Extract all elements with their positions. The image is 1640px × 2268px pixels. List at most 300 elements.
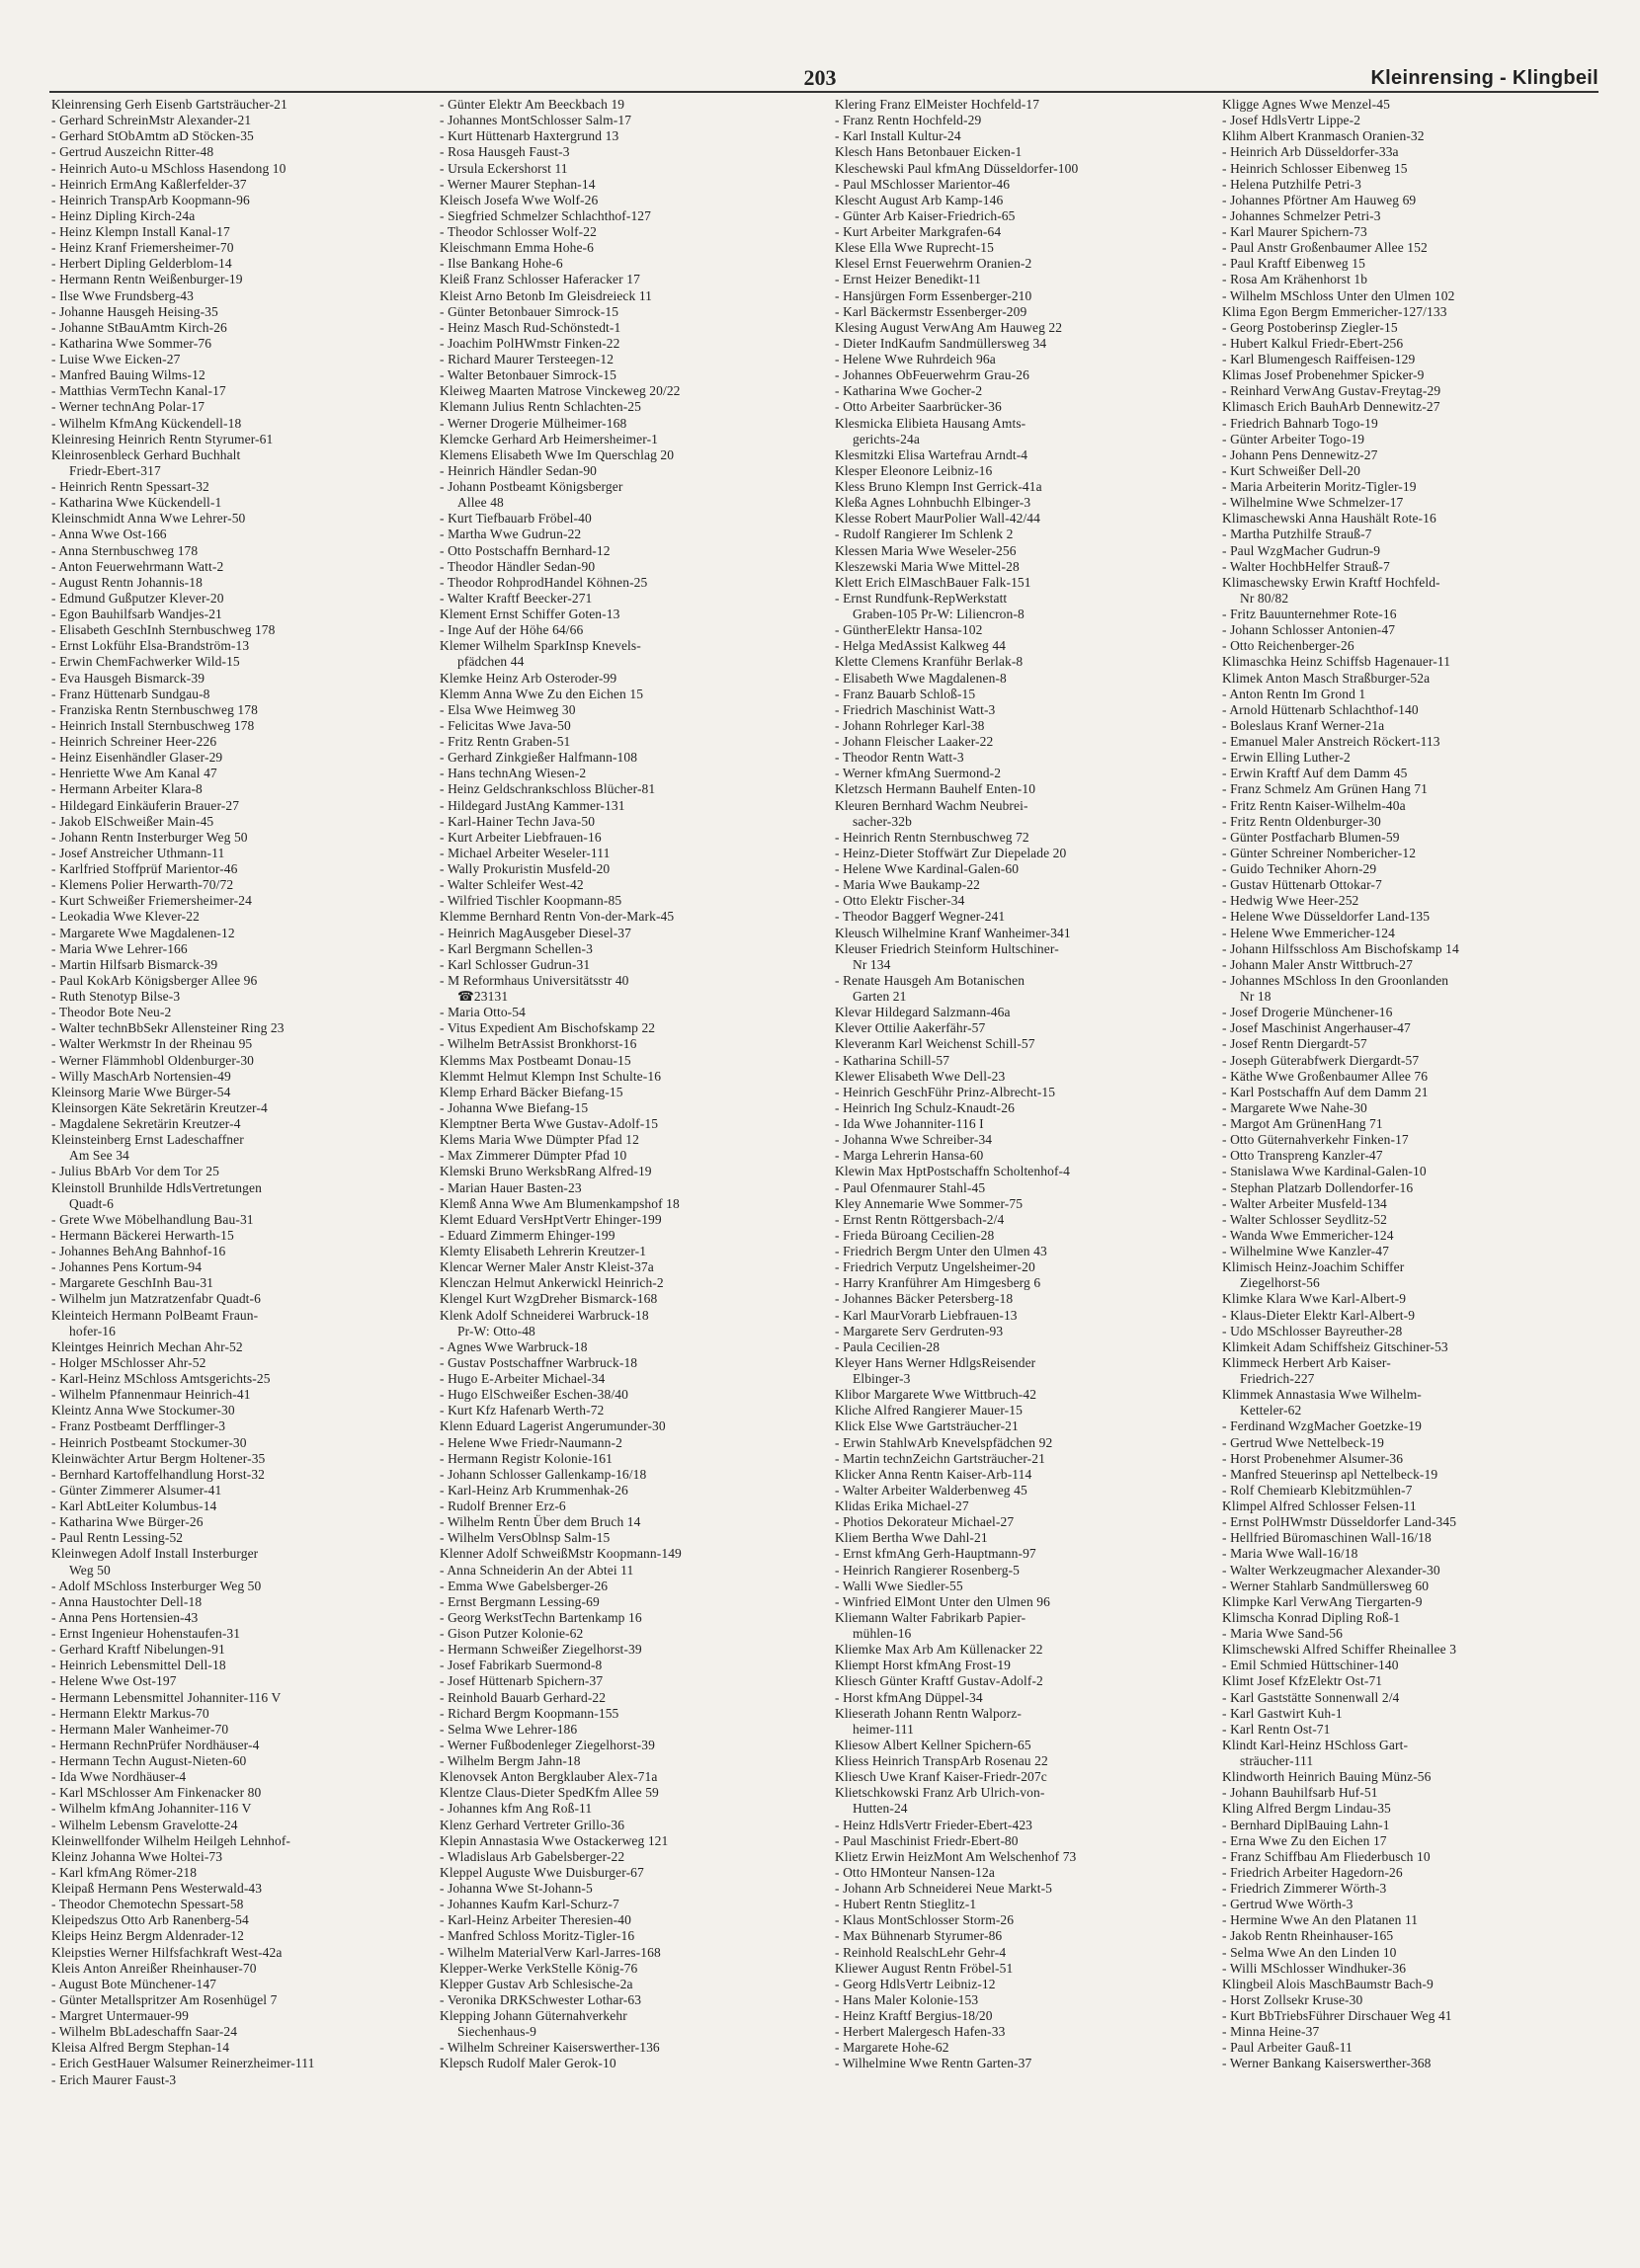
directory-entry: - Hubert Rentn Stieglitz-1 xyxy=(835,1897,977,1912)
directory-entry: Kleschewski Paul kfmAng Düsseldorfer-100 xyxy=(835,160,1079,176)
directory-entry: - Erich GestHauer Walsumer Reinerzheimer-111 xyxy=(51,2056,315,2071)
directory-entry: - Günter Elektr Am Beeckbach 19 xyxy=(440,97,625,112)
directory-entry: - Reinhold Bauarb Gerhard-22 xyxy=(440,1689,607,1705)
directory-entry: - Gerhard StObAmtm aD Stöcken-35 xyxy=(51,128,254,144)
directory-entry: Friedr-Ebert-317 xyxy=(69,462,161,478)
directory-entry: - Walli Wwe Siedler-55 xyxy=(835,1578,963,1593)
directory-entry: - Kurt Arbeiter Markgrafen-64 xyxy=(835,224,1002,239)
directory-entry: - Emma Wwe Gabelsberger-26 xyxy=(440,1578,609,1593)
directory-entry: - Marga Lehrerin Hansa-60 xyxy=(835,1148,984,1164)
directory-entry: Kleinsorgen Käte Sekretärin Kreutzer-4 xyxy=(51,1099,268,1115)
directory-entry: Kleinrensing Gerh Eisenb Gartsträucher-21 xyxy=(51,97,287,112)
directory-entry: - Gerhard Zinkgießer Halfmann-108 xyxy=(440,750,638,766)
directory-entry: - Hermann Registr Kolonie-161 xyxy=(440,1450,613,1466)
directory-entry: - Franz Bauarb Schloß-15 xyxy=(835,686,976,701)
directory-entry: Kleuser Friedrich Steinform Hultschiner- xyxy=(835,940,1059,956)
directory-entry: - Karl-Hainer Techn Java-50 xyxy=(440,813,596,829)
directory-entry: - Ilse Wwe Frundsberg-43 xyxy=(51,287,194,303)
directory-entry: - Erich Maurer Faust-3 xyxy=(51,2071,177,2087)
directory-entry: - Franziska Rentn Sternbuschweg 178 xyxy=(51,701,258,717)
directory-entry: - Joseph Güterabfwerk Diergardt-57 xyxy=(1222,1052,1420,1068)
directory-entry: - Anton Feuerwehrmann Watt-2 xyxy=(51,558,224,574)
directory-entry: - Johannes ObFeuerwehrm Grau-26 xyxy=(835,367,1029,383)
directory-entry: - Erna Wwe Zu den Eichen 17 xyxy=(1222,1832,1387,1848)
directory-entry: - Hermann Bäckerei Herwarth-15 xyxy=(51,1227,234,1243)
directory-entry: - Josef Anstreicher Uthmann-11 xyxy=(51,845,225,860)
directory-entry: - Rosa Am Krähenhorst 1b xyxy=(1222,272,1368,287)
directory-entry: - Walter Schleifer West-42 xyxy=(440,877,584,893)
directory-entry: Klewin Max HptPostschaffn Scholtenhof-4 xyxy=(835,1164,1070,1179)
directory-entry: Klimkeit Adam Schiffsheiz Gitschiner-53 xyxy=(1222,1338,1448,1354)
directory-entry: - Jakob ElSchweißer Main-45 xyxy=(51,813,214,829)
directory-entry: - Rudolf Rangierer Im Schlenk 2 xyxy=(835,526,1014,542)
directory-entry: - Stanislawa Wwe Kardinal-Galen-10 xyxy=(1222,1164,1427,1179)
directory-entry: Kleppel Auguste Wwe Duisburger-67 xyxy=(440,1864,644,1880)
directory-entry: - Karl-Heinz Arb Krummenhak-26 xyxy=(440,1482,628,1498)
directory-entry: - Maria Wwe Baukamp-22 xyxy=(835,877,981,893)
directory-entry: - Franz Schiffbau Am Fliederbusch 10 xyxy=(1222,1848,1431,1864)
directory-entry: - Reinhard VerwAng Gustav-Freytag-29 xyxy=(1222,383,1441,399)
directory-entry: - Georg WerkstTechn Bartenkamp 16 xyxy=(440,1609,642,1625)
directory-entry: - Maria Otto-54 xyxy=(440,1005,526,1020)
directory-entry: Elbinger-3 xyxy=(853,1371,911,1386)
directory-entry: - Karl MSchlosser Am Finkenacker 80 xyxy=(51,1785,262,1801)
directory-entry: heimer-111 xyxy=(853,1721,914,1737)
directory-entry: Kleinresing Heinrich Rentn Styrumer-61 xyxy=(51,431,274,446)
directory-entry: Klindt Karl-Heinz HSchloss Gart- xyxy=(1222,1737,1409,1752)
directory-entry: - Otto Postschaffn Bernhard-12 xyxy=(440,542,611,558)
directory-entry: Ziegelhorst-56 xyxy=(1240,1275,1320,1291)
directory-entry: - Maria Wwe Sand-56 xyxy=(1222,1626,1343,1641)
directory-entry: - Margot Am GrünenHang 71 xyxy=(1222,1116,1383,1131)
directory-entry: Kleveranm Karl Weichenst Schill-57 xyxy=(835,1036,1035,1052)
directory-entry: - Johann Bauhilfsarb Huf-51 xyxy=(1222,1785,1378,1801)
directory-entry: - Luise Wwe Eicken-27 xyxy=(51,352,181,366)
directory-entry: Klidas Erika Michael-27 xyxy=(835,1498,969,1513)
directory-entry: Klesing August VerwAng Am Hauweg 22 xyxy=(835,319,1063,335)
directory-entry: - Fritz Rentn Kaiser-Wilhelm-40a xyxy=(1222,797,1406,813)
directory-entry: - Hansjürgen Form Essenberger-210 xyxy=(835,287,1032,303)
directory-entry: Klimasch Erich BauhArb Dennewitz-27 xyxy=(1222,399,1440,415)
directory-entry: - Johannes BehAng Bahnhof-16 xyxy=(51,1244,226,1258)
directory-entry: - Grete Wwe Möbelhandlung Bau-31 xyxy=(51,1211,254,1227)
directory-entry: - Karlfried Stoffprüf Marientor-46 xyxy=(51,861,238,876)
directory-entry: - Hubert Kalkul Friedr-Ebert-256 xyxy=(1222,335,1404,351)
directory-entry: - Helga MedAssist Kalkweg 44 xyxy=(835,638,1007,654)
directory-entry: - Wilhelm Bergm Jahn-18 xyxy=(440,1753,581,1768)
directory-entry: Klimmeck Herbert Arb Kaiser- xyxy=(1222,1354,1391,1370)
directory-entry: - Heinrich Postbeamt Stockumer-30 xyxy=(51,1434,247,1450)
directory-entry: - Reinhold RealschLehr Gehr-4 xyxy=(835,1944,1007,1960)
directory-entry: - Elisabeth GeschInh Sternbuschweg 178 xyxy=(51,622,276,638)
directory-entry: Klimisch Heinz-Joachim Schiffer xyxy=(1222,1259,1405,1275)
directory-entry: - Heinrich Schlosser Eibenweg 15 xyxy=(1222,160,1408,176)
directory-entry: - Werner Stahlarb Sandmüllersweg 60 xyxy=(1222,1578,1430,1593)
directory-entry: - Selma Wwe An den Linden 10 xyxy=(1222,1944,1397,1960)
directory-entry: Klimt Josef KfzElektr Ost-71 xyxy=(1222,1673,1383,1689)
directory-entry: - Heinrich Rentn Spessart-32 xyxy=(51,479,209,494)
directory-entry: - Hermann Rentn Weißenburger-19 xyxy=(51,272,243,287)
directory-entry: - Heinrich ErmAng Kaßlerfelder-37 xyxy=(51,176,247,192)
directory-entry: - Johann Fleischer Laaker-22 xyxy=(835,734,994,749)
directory-entry: - Paul Rentn Lessing-52 xyxy=(51,1530,184,1546)
directory-entry: - Herbert Dipling Gelderblom-14 xyxy=(51,256,232,272)
directory-entry: - Joachim PolHWmstr Finken-22 xyxy=(440,335,620,351)
directory-entry: - Maria Arbeiterin Moritz-Tigler-19 xyxy=(1222,479,1417,494)
directory-entry: Klima Egon Bergm Emmericher-127/133 xyxy=(1222,303,1447,319)
directory-entry: Kleist Arno Betonb Im Gleisdreieck 11 xyxy=(440,287,653,303)
directory-entry: - Heinz-Dieter Stoffwärt Zur Diepelade 20 xyxy=(835,845,1067,860)
directory-entry: - Ernst Rentn Röttgersbach-2/4 xyxy=(835,1211,1005,1227)
directory-entry: - Kurt Hüttenarb Haxtergrund 13 xyxy=(440,128,619,144)
directory-entry: - Klemens Polier Herwarth-70/72 xyxy=(51,877,234,893)
directory-entry: Klimaschka Heinz Schiffsb Hagenauer-11 xyxy=(1222,654,1451,670)
directory-entry: - Wilhelmine Wwe Schmelzer-17 xyxy=(1222,495,1404,511)
directory-entry: Kleisa Alfred Bergm Stephan-14 xyxy=(51,2040,230,2056)
directory-entry: - Karl-Heinz Arbeiter Theresien-40 xyxy=(440,1912,631,1928)
directory-entry: Klick Else Wwe Gartsträucher-21 xyxy=(835,1418,1019,1434)
directory-entry: Kliesch Uwe Kranf Kaiser-Friedr-207c xyxy=(835,1769,1047,1785)
directory-entry: - Günter Postfacharb Blumen-59 xyxy=(1222,829,1400,845)
directory-entry: - Emil Schmied Hüttschiner-140 xyxy=(1222,1658,1399,1673)
directory-entry: - Ernst kfmAng Gerh-Hauptmann-97 xyxy=(835,1546,1036,1562)
directory-entry: - Horst Probenehmer Alsumer-36 xyxy=(1222,1450,1404,1466)
directory-entry: Kliess Heinrich TranspArb Rosenau 22 xyxy=(835,1753,1048,1768)
directory-entry: - Johann Hilfsschloss Am Bischofskamp 14 xyxy=(1222,940,1459,956)
directory-entry: - Gerhard Kraftf Nibelungen-91 xyxy=(51,1642,225,1658)
directory-entry: - Walter Kraftf Beecker-271 xyxy=(440,590,593,606)
directory-entry: - Hermann Elektr Markus-70 xyxy=(51,1705,209,1721)
directory-entry: Kliewer August Rentn Fröbel-51 xyxy=(835,1960,1014,1976)
directory-entry: - Matthias VermTechn Kanal-17 xyxy=(51,383,226,399)
column-3 xyxy=(835,97,1215,2250)
directory-entry: Kleinwächter Artur Bergm Holtener-35 xyxy=(51,1450,266,1466)
directory-entry: Kligge Agnes Wwe Menzel-45 xyxy=(1222,97,1390,112)
directory-entry: - Karl AbtLeiter Kolumbus-14 xyxy=(51,1498,217,1513)
directory-entry: Allee 48 xyxy=(457,495,504,511)
directory-entry: - Erwin Elling Luther-2 xyxy=(1222,750,1351,766)
directory-entry: Siechenhaus-9 xyxy=(457,2024,537,2040)
directory-entry: Kleinstoll Brunhilde HdlsVertretungen xyxy=(51,1179,262,1195)
directory-entry: - Werner Flämmhobl Oldenburger-30 xyxy=(51,1052,255,1068)
directory-entry: Klenk Adolf Schneiderei Warbruck-18 xyxy=(440,1307,649,1323)
directory-entry: Klett Erich ElMaschBauer Falk-151 xyxy=(835,574,1031,590)
directory-entry: - Helene Wwe Ruhrdeich 96a xyxy=(835,352,996,366)
directory-entry: - Klaus MontSchlosser Storm-26 xyxy=(835,1912,1015,1928)
directory-entry: - Hildegard Einkäuferin Brauer-27 xyxy=(51,797,240,813)
directory-entry: Kliempt Horst kfmAng Frost-19 xyxy=(835,1658,1012,1673)
directory-entry: - Fritz Bauunternehmer Rote-16 xyxy=(1222,607,1397,621)
directory-entry: - Anna Pens Hortensien-43 xyxy=(51,1609,199,1625)
directory-entry: - Manfred Steuerinsp apl Nettelbeck-19 xyxy=(1222,1466,1438,1482)
directory-entry: - Josef Maschinist Angerhauser-47 xyxy=(1222,1020,1411,1036)
directory-entry: Kleips Heinz Bergm Aldenrader-12 xyxy=(51,1928,245,1944)
directory-entry: Klencar Werner Maler Anstr Kleist-37a xyxy=(440,1259,654,1275)
directory-entry: - Willi MSchlosser Windhuker-36 xyxy=(1222,1960,1407,1976)
directory-entry: Kleinwellfonder Wilhelm Heilgeh Lehnhof- xyxy=(51,1832,291,1848)
directory-entry: - Hermann Schweißer Ziegelhorst-39 xyxy=(440,1642,642,1658)
directory-entry: - Theodor Bote Neu-2 xyxy=(51,1005,172,1020)
directory-entry: - Walter Werkzeugmacher Alexander-30 xyxy=(1222,1562,1440,1578)
directory-entry: - Johannes Pens Kortum-94 xyxy=(51,1259,203,1275)
directory-entry: - Leokadia Wwe Klever-22 xyxy=(51,909,200,925)
directory-entry: - Udo MSchlosser Bayreuther-28 xyxy=(1222,1323,1403,1338)
directory-entry: - Erwin StahlwArb Knevelspfädchen 92 xyxy=(835,1434,1053,1450)
directory-entry: - Otto Elektr Fischer-34 xyxy=(835,893,965,909)
directory-entry: Kliemann Walter Fabrikarb Papier- xyxy=(835,1609,1026,1625)
directory-entry: Kless Bruno Klempn Inst Gerrick-41a xyxy=(835,479,1042,494)
directory-entry: - Helena Putzhilfe Petri-3 xyxy=(1222,176,1361,192)
directory-entry: Kleinsteinberg Ernst Ladeschaffner xyxy=(51,1132,244,1148)
directory-entry: - Friedrich Bergm Unter den Ulmen 43 xyxy=(835,1244,1047,1258)
directory-entry: - Heinrich Rangierer Rosenberg-5 xyxy=(835,1562,1021,1578)
directory-entry: Klimas Josef Probenehmer Spicker-9 xyxy=(1222,367,1425,383)
directory-entry: - Hermann RechnPrüfer Nordhäuser-4 xyxy=(51,1737,260,1752)
directory-entry: - Helene Wwe Emmericher-124 xyxy=(1222,925,1395,940)
directory-entry: Klemp Erhard Bäcker Biefang-15 xyxy=(440,1084,623,1099)
directory-entry: Klimaschewski Anna Haushält Rote-16 xyxy=(1222,511,1436,526)
directory-entry: Kliesow Albert Kellner Spichern-65 xyxy=(835,1737,1031,1752)
directory-entry: - Heinz Dipling Kirch-24a xyxy=(51,207,196,223)
directory-entry: - Theodor Chemotechn Spessart-58 xyxy=(51,1897,244,1912)
directory-entry: Kling Alfred Bergm Lindau-35 xyxy=(1222,1801,1391,1817)
directory-entry: Klimaschewsky Erwin Kraftf Hochfeld- xyxy=(1222,574,1440,590)
directory-entry: - Werner Bankang Kaiserswerther-368 xyxy=(1222,2056,1432,2071)
directory-entry: - Wilhelm BbLadeschaffn Saar-24 xyxy=(51,2024,238,2040)
directory-entry: Nr 80/82 xyxy=(1240,590,1289,606)
directory-entry: - Paul Maschinist Friedr-Ebert-80 xyxy=(835,1832,1019,1848)
directory-entry: Nr 18 xyxy=(1240,989,1271,1004)
directory-entry: - Otto Reichenberger-26 xyxy=(1222,638,1354,654)
directory-entry: Graben-105 Pr-W: Liliencron-8 xyxy=(853,607,1025,621)
directory-entry: - Johannes Pförtner Am Hauweg 69 xyxy=(1222,192,1417,207)
directory-entry: - Karl Maurer Spichern-73 xyxy=(1222,224,1367,239)
directory-entry: gerichts-24a xyxy=(853,431,920,446)
directory-entry: - GüntherElektr Hansa-102 xyxy=(835,622,983,638)
directory-entry: - Günter Metallspritzer Am Rosenhügel 7 xyxy=(51,1991,278,2007)
directory-entry: - August Bote Münchener-147 xyxy=(51,1976,217,1991)
directory-entry: - Wilhelm kfmAng Johanniter-116 V xyxy=(51,1801,252,1817)
directory-entry: Kliesch Günter Kraftf Gustav-Adolf-2 xyxy=(835,1673,1043,1689)
directory-entry: - Werner Maurer Stephan-14 xyxy=(440,176,596,192)
directory-entry: Kleßa Agnes Lohnbuchh Elbinger-3 xyxy=(835,495,1031,511)
directory-entry: - Minna Heine-37 xyxy=(1222,2024,1320,2040)
directory-entry: - Klaus-Dieter Elektr Karl-Albert-9 xyxy=(1222,1307,1416,1323)
directory-entry: - Veronika DRKSchwester Lothar-63 xyxy=(440,1991,642,2007)
directory-entry: - Johannes Schmelzer Petri-3 xyxy=(1222,207,1381,223)
page-number: 203 xyxy=(803,65,837,90)
directory-entry: Kleinschmidt Anna Wwe Lehrer-50 xyxy=(51,511,246,526)
directory-entry: - Ernst Heizer Benedikt-11 xyxy=(835,272,981,287)
directory-entry: - Georg Postoberinsp Ziegler-15 xyxy=(1222,319,1398,335)
directory-entry: - Otto Güternahverkehr Finken-17 xyxy=(1222,1132,1409,1148)
directory-entry: Kley Annemarie Wwe Sommer-75 xyxy=(835,1195,1024,1211)
directory-entry: - Hermann Arbeiter Klara-8 xyxy=(51,781,203,797)
directory-entry: - Elsa Wwe Heimweg 30 xyxy=(440,701,576,717)
directory-entry: - Karl Gaststätte Sonnenwall 2/4 xyxy=(1222,1689,1400,1705)
directory-entry: - Guido Techniker Ahorn-29 xyxy=(1222,861,1377,876)
directory-entry: - Wally Prokuristin Musfeld-20 xyxy=(440,861,611,876)
directory-entry: - Heinrich TranspArb Koopmann-96 xyxy=(51,192,250,207)
directory-entry: - Hans technAng Wiesen-2 xyxy=(440,766,587,781)
directory-entry: Klemski Bruno WerksbRang Alfred-19 xyxy=(440,1164,652,1179)
directory-entry: Kleis Anton Anreißer Rheinhauser-70 xyxy=(51,1960,257,1976)
directory-entry: Kleinteich Hermann PolBeamt Fraun- xyxy=(51,1307,259,1323)
directory-entry: - Wilhelm Rentn Über dem Bruch 14 xyxy=(440,1514,641,1530)
directory-entry: - Wilhelm VersOblnsp Salm-15 xyxy=(440,1530,611,1546)
directory-entry: - Magdalene Sekretärin Kreutzer-4 xyxy=(51,1116,241,1131)
directory-entry: - Photios Dekorateur Michael-27 xyxy=(835,1514,1015,1530)
directory-entry: - Heinz Kraftf Bergius-18/20 xyxy=(835,2008,993,2023)
directory-entry: Hutten-24 xyxy=(853,1801,908,1817)
directory-entry: - Johanna Wwe Schreiber-34 xyxy=(835,1132,993,1148)
directory-entry: - Johann Schlosser Gallenkamp-16/18 xyxy=(440,1466,647,1482)
directory-entry: - Wilhelm BetrAssist Bronkhorst-16 xyxy=(440,1036,637,1052)
directory-entry: Klemcke Gerhard Arb Heimersheimer-1 xyxy=(440,431,659,446)
directory-entry: - Heinz Geldschrankschloss Blücher-81 xyxy=(440,781,656,797)
directory-entry: - Walter Schlosser Seydlitz-52 xyxy=(1222,1211,1388,1227)
directory-entry: sacher-32b xyxy=(853,813,912,829)
directory-entry: - Heinz Eisenhändler Glaser-29 xyxy=(51,750,223,766)
running-head: Kleinrensing - Klingbeil xyxy=(1370,67,1599,89)
directory-entry: Kleusch Wilhelmine Kranf Wanheimer-341 xyxy=(835,925,1071,940)
directory-entry: - Anna Schneiderin An der Abtei 11 xyxy=(440,1562,634,1578)
directory-entry: - Hildegard JustAng Kammer-131 xyxy=(440,797,625,813)
directory-entry: Kleinz Johanna Wwe Holtei-73 xyxy=(51,1848,223,1864)
directory-entry: - Katharina Wwe Bürger-26 xyxy=(51,1514,204,1530)
directory-entry: - Wilhelm KfmAng Kückendell-18 xyxy=(51,415,242,431)
directory-entry: Nr 134 xyxy=(853,956,891,972)
directory-entry: - Inge Auf der Höhe 64/66 xyxy=(440,622,584,638)
directory-entry: - Wanda Wwe Emmericher-124 xyxy=(1222,1227,1394,1243)
directory-entry: - Heinrich Händler Sedan-90 xyxy=(440,462,598,478)
directory-entry: - Erwin Kraftf Auf dem Damm 45 xyxy=(1222,766,1408,781)
directory-entry: - Karl Schlosser Gudrun-31 xyxy=(440,956,591,972)
directory-entry: Klevar Hildegard Salzmann-46a xyxy=(835,1005,1011,1020)
header-rule xyxy=(49,91,1599,93)
directory-entry: Kleintz Anna Wwe Stockumer-30 xyxy=(51,1403,235,1418)
directory-entry: - Anna Sternbuschweg 178 xyxy=(51,542,199,558)
directory-entry: - Martha Putzhilfe Strauß-7 xyxy=(1222,526,1372,542)
directory-entry: - Paul Kraftf Eibenweg 15 xyxy=(1222,256,1365,272)
directory-entry: - Adolf MSchloss Insterburger Weg 50 xyxy=(51,1578,262,1593)
directory-entry: Klescht August Arb Kamp-146 xyxy=(835,192,1004,207)
directory-entry: - Stephan Platzarb Dollendorfer-16 xyxy=(1222,1179,1414,1195)
directory-entry: Klimpke Karl VerwAng Tiergarten-9 xyxy=(1222,1593,1423,1609)
directory-entry: - Friedrich Maschinist Watt-3 xyxy=(835,701,996,717)
directory-entry: - Manfred Schloss Moritz-Tigler-16 xyxy=(440,1928,635,1944)
directory-entry: Klepin Annastasia Wwe Ostackerweg 121 xyxy=(440,1832,669,1848)
directory-entry: - Wilhelm MaterialVerw Karl-Jarres-168 xyxy=(440,1944,661,1960)
directory-entry: - Wilhelm Lebensm Gravelotte-24 xyxy=(51,1817,238,1832)
directory-entry: - Rudolf Brenner Erz-6 xyxy=(440,1498,566,1513)
directory-entry: - Johann Pens Dennewitz-27 xyxy=(1222,446,1378,462)
directory-entry: - Friedrich Verputz Ungelsheimer-20 xyxy=(835,1259,1035,1275)
directory-entry: - Werner Drogerie Mülheimer-168 xyxy=(440,415,627,431)
directory-entry: Kleinsorg Marie Wwe Bürger-54 xyxy=(51,1084,231,1099)
directory-entry: Klesmitzki Elisa Wartefrau Arndt-4 xyxy=(835,446,1028,462)
directory-entry: - Karl Install Kultur-24 xyxy=(835,128,961,144)
directory-entry: - Paul Anstr Großenbaumer Allee 152 xyxy=(1222,240,1428,256)
directory-entry: Klindworth Heinrich Bauing Münz-56 xyxy=(1222,1769,1432,1785)
directory-entry: - Heinrich Rentn Sternbuschweg 72 xyxy=(835,829,1029,845)
directory-entry: Klenz Gerhard Vertreter Grillo-36 xyxy=(440,1817,625,1832)
directory-entry: - Herbert Malergesch Hafen-33 xyxy=(835,2024,1006,2040)
directory-entry: Kleszewski Maria Wwe Mittel-28 xyxy=(835,558,1020,574)
directory-entry: - Bernhard DiplBauing Lahn-1 xyxy=(1222,1817,1390,1832)
directory-entry: Klenner Adolf SchweißMstr Koopmann-149 xyxy=(440,1546,682,1562)
directory-entry: Klement Ernst Schiffer Goten-13 xyxy=(440,607,620,621)
directory-entry: - Käthe Wwe Großenbaumer Allee 76 xyxy=(1222,1068,1429,1084)
directory-entry: - Hermann Maler Wanheimer-70 xyxy=(51,1721,229,1737)
directory-entry: - Ida Wwe Nordhäuser-4 xyxy=(51,1769,187,1785)
directory-entry: - Gustav Postschaffner Warbruck-18 xyxy=(440,1354,638,1370)
directory-entry: - Theodor Rentn Watt-3 xyxy=(835,750,964,766)
directory-entry: Klepping Johann Güternahverkehr xyxy=(440,2008,627,2023)
directory-entry: - Gustav Hüttenarb Ottokar-7 xyxy=(1222,877,1382,893)
directory-entry: - Wilhelmine Wwe Kanzler-47 xyxy=(1222,1244,1389,1258)
directory-entry: - Karl Bergmann Schellen-3 xyxy=(440,940,593,956)
directory-entry: - Frieda Büroang Cecilien-28 xyxy=(835,1227,995,1243)
directory-entry: - Katharina Wwe Gocher-2 xyxy=(835,383,983,399)
directory-entry: Kleipaß Hermann Pens Westerwald-43 xyxy=(51,1881,263,1896)
directory-entry: - Boleslaus Kranf Werner-21a xyxy=(1222,717,1385,733)
directory-entry: - Günter Schreiner Nombericher-12 xyxy=(1222,845,1417,860)
directory-entry: - Ferdinand WzgMacher Goetzke-19 xyxy=(1222,1418,1422,1434)
directory-entry: - Helene Wwe Kardinal-Galen-60 xyxy=(835,861,1020,876)
directory-entry: Ketteler-62 xyxy=(1240,1403,1302,1418)
directory-entry: - Marian Hauer Basten-23 xyxy=(440,1179,582,1195)
directory-entry: - Karl kfmAng Römer-218 xyxy=(51,1864,198,1880)
directory-entry: - Wilhelm Schreiner Kaiserswerther-136 xyxy=(440,2040,660,2056)
directory-entry: - Kurt Schweißer Dell-20 xyxy=(1222,462,1360,478)
directory-entry: - Heinz HdlsVertr Frieder-Ebert-423 xyxy=(835,1817,1033,1832)
directory-entry: - Horst kfmAng Düppel-34 xyxy=(835,1689,983,1705)
directory-entry: Klemm Anna Wwe Zu den Eichen 15 xyxy=(440,686,644,701)
directory-entry: - Franz Rentn Hochfeld-29 xyxy=(835,113,982,128)
directory-entry: - Gerhard SchreinMstr Alexander-21 xyxy=(51,113,252,128)
directory-entry: Klemer Wilhelm SparkInsp Knevels- xyxy=(440,638,641,654)
directory-entry: - Michael Arbeiter Weseler-111 xyxy=(440,845,611,860)
directory-entry: - Friedrich Bahnarb Togo-19 xyxy=(1222,415,1378,431)
directory-entry: - Dieter IndKaufm Sandmüllersweg 34 xyxy=(835,335,1047,351)
directory-entry: - Johanne StBauAmtm Kirch-26 xyxy=(51,319,227,335)
directory-entry: - Martin technZeichn Gartsträucher-21 xyxy=(835,1450,1045,1466)
directory-entry: - Kurt Tiefbauarb Fröbel-40 xyxy=(440,511,592,526)
directory-entry: Klepsch Rudolf Maler Gerok-10 xyxy=(440,2056,616,2071)
directory-entry: - Paul MSchlosser Marientor-46 xyxy=(835,176,1011,192)
directory-entry: - Ernst PolHWmstr Düsseldorfer Land-345 xyxy=(1222,1514,1457,1530)
directory-entry: Kleisch Josefa Wwe Wolf-26 xyxy=(440,192,599,207)
directory-entry: - Helene Wwe Friedr-Naumann-2 xyxy=(440,1434,622,1450)
directory-entry: - Karl Rentn Ost-71 xyxy=(1222,1721,1331,1737)
directory-entry: - Hermann Techn August-Nieten-60 xyxy=(51,1753,247,1768)
directory-entry: Klering Franz ElMeister Hochfeld-17 xyxy=(835,97,1040,112)
directory-entry: - Ernst Bergmann Lessing-69 xyxy=(440,1593,600,1609)
directory-entry: - Hellfried Büromaschinen Wall-16/18 xyxy=(1222,1530,1432,1546)
directory-entry: - Egon Bauhilfsarb Wandjes-21 xyxy=(51,607,222,621)
directory-entry: - Maria Wwe Lehrer-166 xyxy=(51,940,188,956)
directory-entry: - Otto Transpreng Kanzler-47 xyxy=(1222,1148,1383,1164)
directory-entry: Klepper Gustav Arb Schlesische-2a xyxy=(440,1976,633,1991)
directory-entry: - Wilhelm jun Matzratzenfabr Quadt-6 xyxy=(51,1291,261,1307)
directory-entry: Klessen Maria Wwe Weseler-256 xyxy=(835,542,1017,558)
directory-entry: - Karl MaurVorarb Liebfrauen-13 xyxy=(835,1307,1018,1323)
directory-entry: - Karl Gastwirt Kuh-1 xyxy=(1222,1705,1343,1721)
directory-entry: Klewer Elisabeth Wwe Dell-23 xyxy=(835,1068,1006,1084)
directory-entry: - Katharina Wwe Sommer-76 xyxy=(51,335,212,351)
directory-entry: - Heinrich GeschFühr Prinz-Albrecht-15 xyxy=(835,1084,1056,1099)
